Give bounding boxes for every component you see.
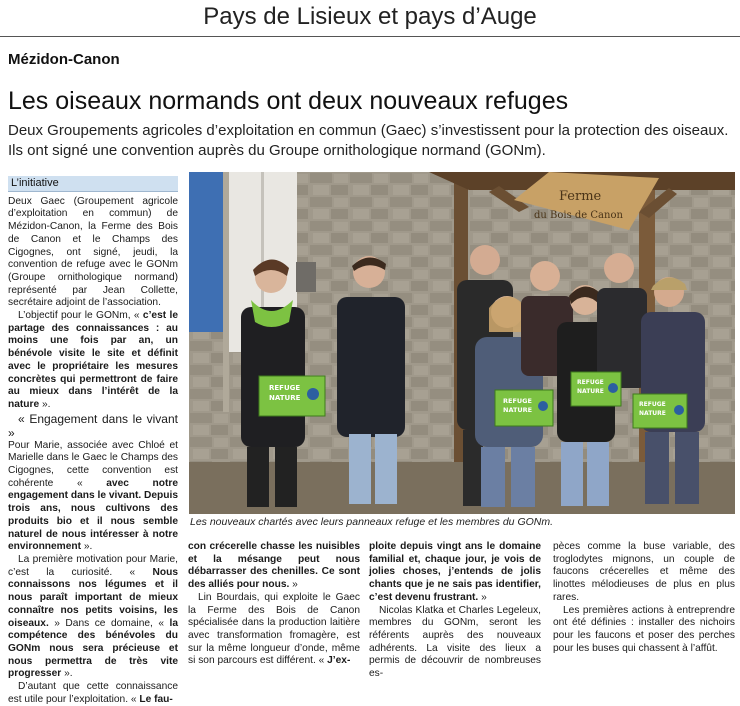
paragraph: Nicolas Klatka et Charles Legeleux, membres du GONm, seront les référents auprès des nouveaux adhérents. La visite des lieux a permis de découvrir de nombreuses es-: [369, 604, 541, 680]
article-column-4: [553, 541, 735, 655]
paragraph: Lin Bourdais, qui exploite le Gaec la Ferme des Bois de Canon spécialisée dans la production laitière avec transformation fromagère, est sur la même longueur d’onde, même si son parcours est différent. « J’ex-: [188, 591, 360, 667]
paragraph: L’objectif pour le GONm, « c’est le partage des connaissances : au moins une fois par an, un bénévole visite le site et définit avec le propriétaire les mesures concrètes qui permettront de faire au mieux dans l’intérêt de la nature ».: [8, 310, 178, 410]
svg-text:REFUGE: REFUGE: [269, 384, 301, 392]
refuge-panel: [633, 394, 687, 428]
subheading: « Engagement dans le vivant »: [8, 411, 178, 440]
kicker-label: L’initiative: [8, 176, 178, 192]
refuge-panel: [495, 390, 553, 426]
article-lede: Deux Groupements agricoles d’exploitation en commun (Gaec) s’investissent pour la protection des oiseaux. Ils ont signé une convention auprès du Groupe ornithologique normand (GONm).: [8, 122, 729, 159]
photo-caption: Les nouveaux chartés avec leurs panneaux refuge et les membres du GONm.: [190, 516, 554, 528]
sign-text-2: du Bois de Canon: [534, 210, 623, 221]
section-label: Mézidon-Canon: [8, 51, 120, 68]
refuge-panel: [259, 376, 325, 416]
paragraph: D’autant que cette connaissance est utile pour l’exploitation. « Le fau-: [8, 681, 178, 705]
article-photo: [189, 172, 735, 514]
paragraph: con crécerelle chasse les nuisibles et la mésange peut nous débarrasser des chenilles. Ce sont des alliés pour nous. »: [188, 541, 360, 591]
article-column-2: [188, 541, 360, 668]
paragraph: pèces comme la buse variable, des troglodytes mignons, un couple de faucons crécerelles et même des linottes mélodieuses de plus en plus rares.: [553, 541, 735, 603]
paragraph: Les premières actions à entreprendre ont été définies : installer des nichoirs pour les faucons et poser des perches pour les buses qui chassent à l’affût.: [553, 604, 735, 654]
svg-text:NATURE: NATURE: [503, 406, 533, 414]
photo-illustration: [189, 172, 735, 514]
article-headline: Les oiseaux normands ont deux nouveaux refuges: [8, 87, 569, 115]
svg-text:REFUGE: REFUGE: [503, 397, 532, 405]
paragraph: ploite depuis vingt ans le domaine familial et, chaque jour, je vois de jolies choses, j’entends de jolis chants que je ne sais pas identifier, c’est devenu frustrant. »: [369, 541, 541, 603]
paragraph: Deux Gaec (Groupement agricole d’exploitation en commun) de Mézidon-Canon, la Ferme des Bois de Canon et le Champs des Cigognes, ont signé, jeudi, la convention de refuge avec le GONm (Groupe ornithologique normand) représenté par Jean Collette, secrétaire adjoint de l’association.: [8, 195, 178, 309]
article-column-3: [369, 541, 541, 681]
publication-header: Pays de Lisieux et pays d’Auge: [203, 3, 537, 30]
paragraph: La première motivation pour Marie, c’est la curiosité. « Nous connaissons nos légumes et il nous paraît important de mieux connaître nos petits voisins, les oiseaux. » Dans ce domaine, « la compétence des bénévoles du GONm nous sera précieuse et nous permettra de très vite progresser ».: [8, 553, 178, 680]
svg-text:NATURE: NATURE: [577, 388, 604, 395]
svg-text:REFUGE: REFUGE: [639, 401, 666, 408]
svg-text:NATURE: NATURE: [269, 394, 301, 402]
paragraph: Pour Marie, associée avec Chloé et Marielle dans le Gaec le Champs des Cigognes, cette convention est cohérente « avec notre engagement dans le vivant. Depuis trois ans, nous cultivons des produits bio et il nous semble naturel de nous intéresser à notre environnement ».: [8, 439, 178, 553]
svg-text:NATURE: NATURE: [639, 410, 666, 417]
header-divider: [0, 36, 740, 37]
refuge-panel: [571, 372, 621, 406]
article-column-1: [8, 176, 178, 706]
svg-text:REFUGE: REFUGE: [577, 379, 604, 386]
sign-text-1: Ferme: [559, 189, 602, 204]
